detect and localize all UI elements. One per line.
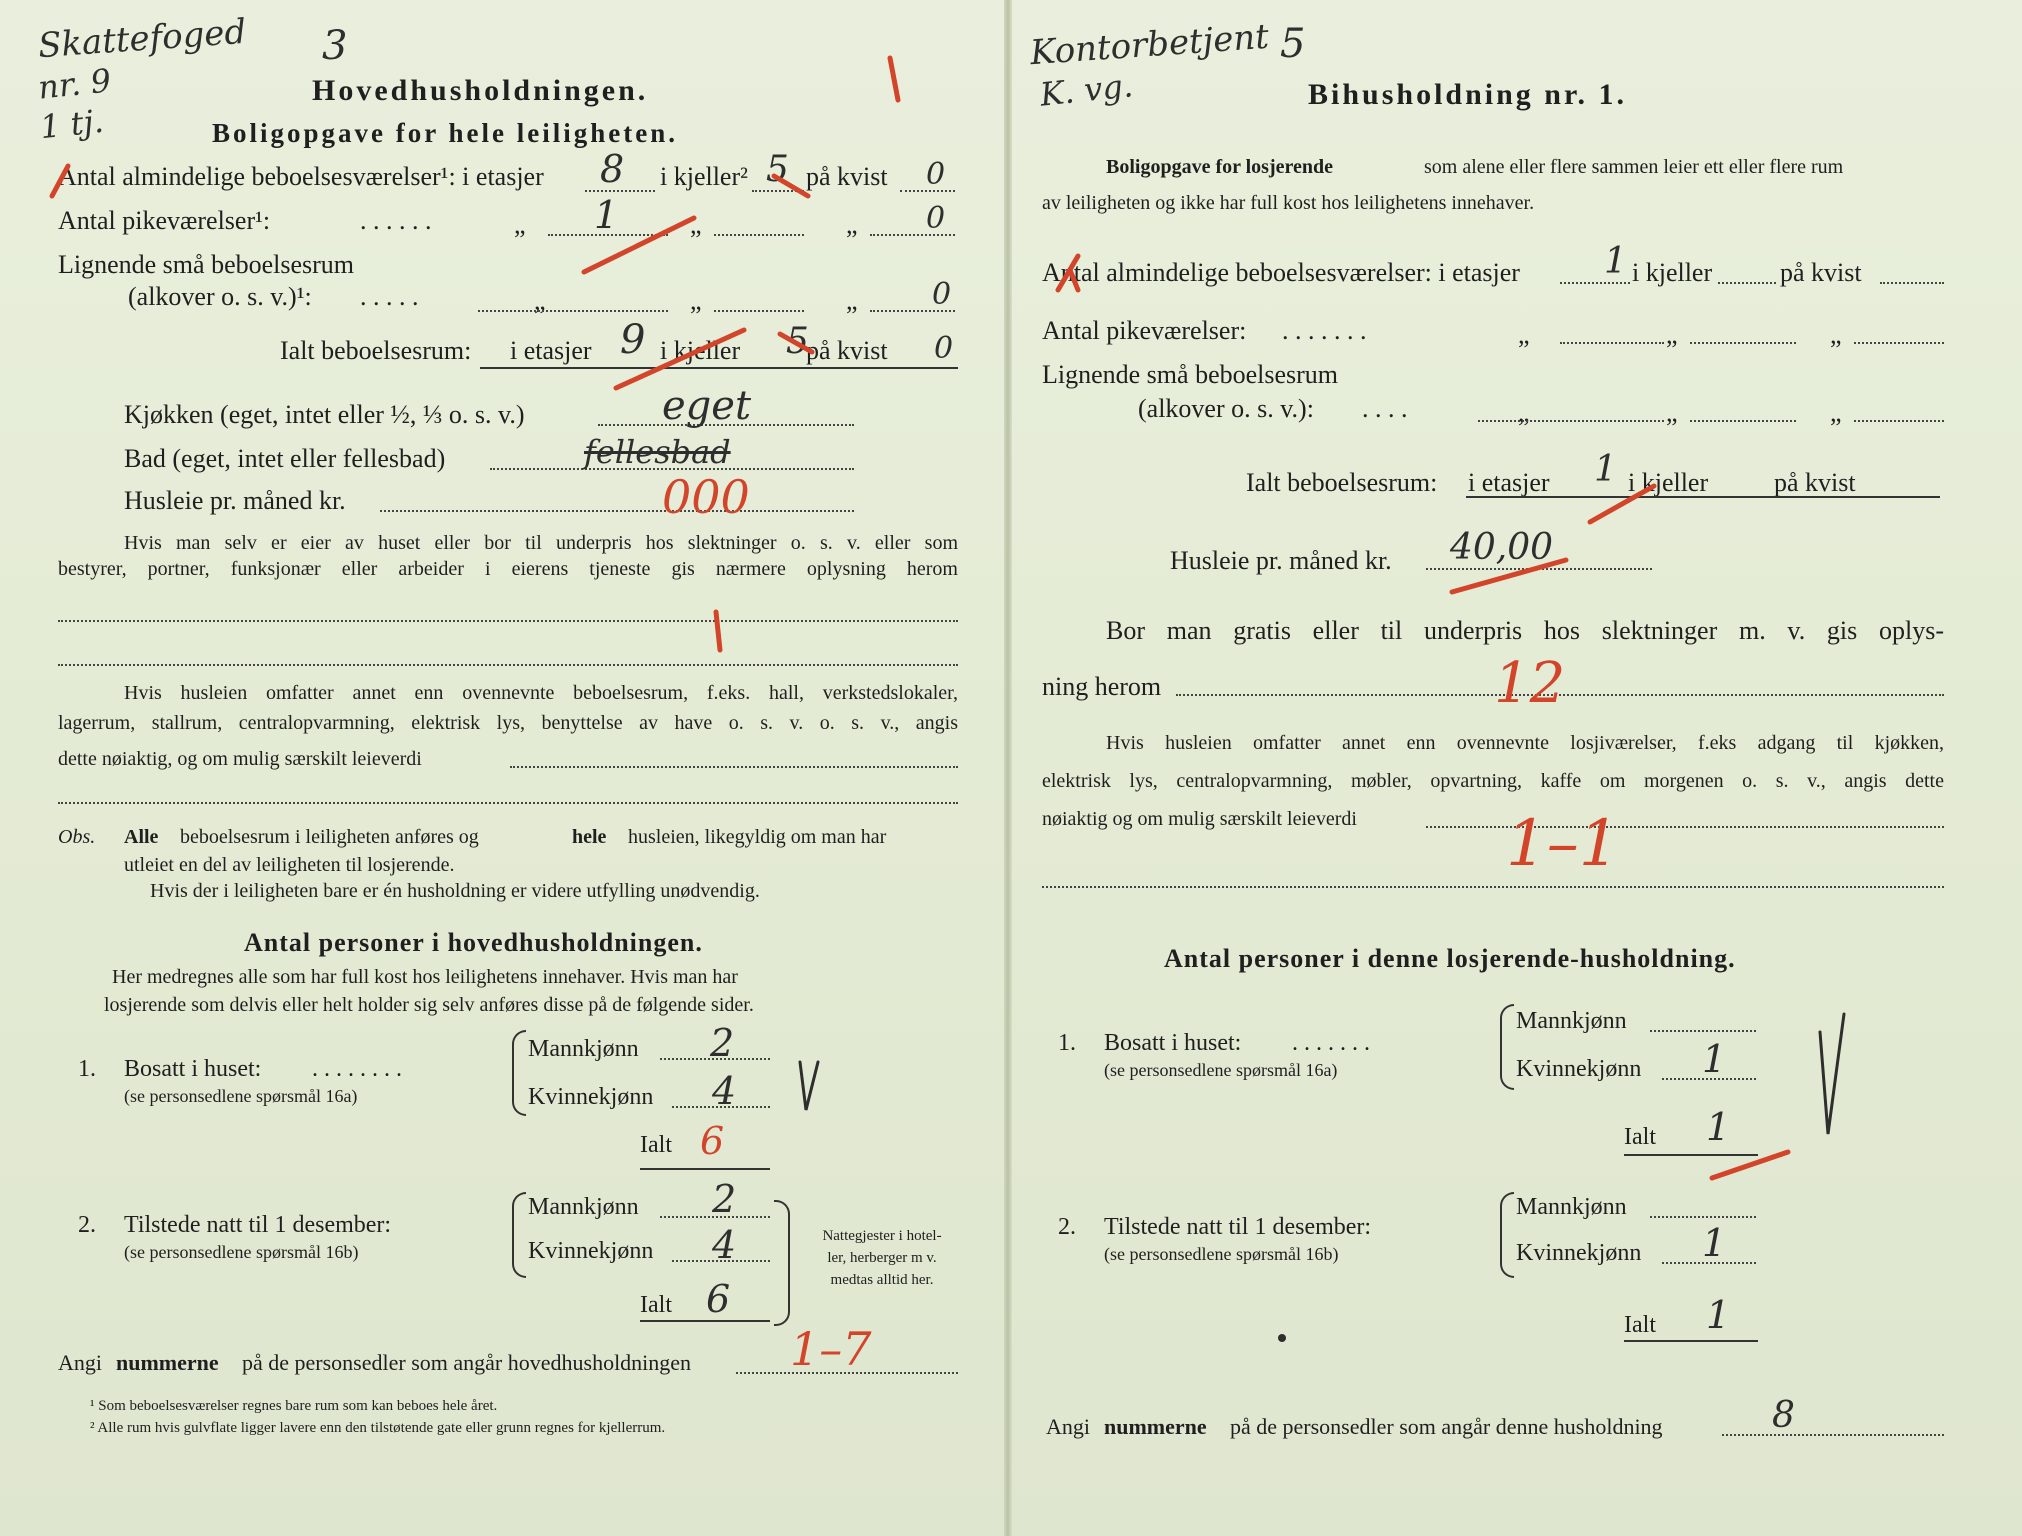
l-kjokken-label: Kjøkken (eget, intet eller ½, ⅓ o. s. v.) xyxy=(124,400,525,429)
l-row4-kvist-label: på kvist xyxy=(806,336,888,365)
l-persons-note2: losjerende som delvis eller helt holder sig selv anføres disse på de følgende sider. xyxy=(104,994,754,1016)
l-q1-num: 1. xyxy=(78,1056,96,1082)
l-obs-line2: utleiet en del av leiligheten til losjerende. xyxy=(124,854,455,876)
l-angi-pre: Angi xyxy=(58,1350,102,1375)
ink-dot xyxy=(1278,1334,1286,1342)
l-row3-dots: . . . . . xyxy=(360,282,419,311)
l-q2-side-note-2: ler, herberger m v. xyxy=(827,1250,937,1266)
r-gratis-line1: Bor man gratis eller til underpris hos slektninger m. v. gis oplys- xyxy=(1106,616,1944,645)
l-q2-kvinne-value: 4 xyxy=(712,1223,737,1267)
r-row3-label1: Lignende små beboelsesrum xyxy=(1042,360,1339,389)
r-q1-kvinne-value: 1 xyxy=(1702,1037,1727,1081)
l-row2-kvist-value: 0 xyxy=(926,201,946,236)
l-q2-num: 2. xyxy=(78,1212,96,1238)
l-obs-alle: Alle xyxy=(124,826,159,848)
l-q1-dots: . . . . . . . . xyxy=(312,1056,402,1082)
l-note2-line1: Hvis husleien omfatter annet enn ovennevnte beboelsesrum, f.eks. hall, verkstedslokaler, xyxy=(124,682,958,704)
l-row2-label: Antal pikeværelser¹: xyxy=(58,206,271,235)
l-q1-sub: (se personsedlene spørsmål 16a) xyxy=(124,1086,358,1106)
l-row4-etasjer-value: 9 xyxy=(620,317,646,363)
l-row3-ditto-3: „ xyxy=(846,286,858,315)
r-intro-rest2: av leiligheten og ikke har full kost hos leilighetens innehaver. xyxy=(1042,192,1535,214)
margin-note-kvg: K. vg. xyxy=(1038,66,1135,114)
r-row4-kjeller-label: i kjeller xyxy=(1628,468,1709,497)
l-obs-text1: beboelsesrum i leiligheten anføres og xyxy=(180,826,479,848)
l-husleie-value: 000 xyxy=(662,470,750,524)
l-row4-label: Ialt beboelsesrum: xyxy=(280,336,472,365)
l-row1-kjeller-label: i kjeller² xyxy=(660,162,748,191)
l-q2-ialt-label: Ialt xyxy=(640,1292,672,1318)
r-row3-ditto-2: „ xyxy=(1666,398,1678,427)
r-row3-dots: . . . . xyxy=(1362,394,1408,423)
r-q2-kvinne-value: 1 xyxy=(1702,1221,1727,1265)
l-q1-mann-value: 2 xyxy=(710,1021,735,1065)
l-angi-bold: nummerne xyxy=(116,1350,219,1375)
l-row2-etasjer-value: 1 xyxy=(594,193,619,237)
l-row4-kjeller-label: i kjeller xyxy=(660,336,741,365)
l-row3-label1: Lignende små beboelsesrum xyxy=(58,250,355,279)
r-row2-ditto-3: „ xyxy=(1830,320,1842,349)
l-row1-label: Antal almindelige beboelsesværelser¹: i etasjer xyxy=(58,162,544,191)
r-q2-num: 2. xyxy=(1058,1214,1076,1240)
l-row3-kvist-value: 0 xyxy=(932,277,952,312)
l-q2-side-note-3: medtas alltid her. xyxy=(830,1272,934,1288)
l-q2-mann-label: Mannkjønn xyxy=(528,1194,639,1220)
r-q2-sub: (se personsedlene spørsmål 16b) xyxy=(1104,1244,1339,1264)
left-heading: Hovedhusholdningen. xyxy=(312,74,649,107)
l-q2-sub: (se personsedlene spørsmål 16b) xyxy=(124,1242,359,1262)
r-row2-dots: . . . . . . . xyxy=(1282,316,1367,345)
l-q1-ialt-value: 6 xyxy=(700,1119,725,1163)
l-obs-label: Obs. xyxy=(58,826,96,848)
r-q1-num: 1. xyxy=(1058,1030,1076,1056)
r-row3-ditto-1: „ xyxy=(1518,398,1530,427)
r-angi-post: på de personsedler som angår denne husholdning xyxy=(1230,1414,1663,1439)
r-q2-mann-label: Mannkjønn xyxy=(1516,1194,1627,1220)
r-q1-mann-label: Mannkjønn xyxy=(1516,1008,1627,1034)
r-angi-value: 8 xyxy=(1772,1395,1795,1436)
r-row1-label: Antal almindelige beboelsesværelser: i etasjer xyxy=(1042,258,1520,287)
l-q2-label: Tilstede natt til 1 desember: xyxy=(124,1212,392,1238)
l-note1-line2: bestyrer, portner, funksjonær eller arbeider i eierens tjeneste gis nærmere oplysning herom xyxy=(58,558,958,580)
l-q2-kvinne-label: Kvinnekjønn xyxy=(528,1238,654,1264)
r-q2-ialt-value: 1 xyxy=(1706,1293,1731,1337)
l-persons-note1: Her medregnes alle som har full kost hos leilighetens innehaver. Hvis man har xyxy=(112,966,738,988)
l-row2-ditto-2: „ xyxy=(690,210,702,239)
red-tick-note1 xyxy=(716,612,720,650)
l-bad-value: fellesbad xyxy=(584,433,731,471)
l-row3-ditto-1: „ xyxy=(534,286,546,315)
l-q2-ialt-value: 6 xyxy=(706,1277,731,1321)
l-q2-mann-value: 2 xyxy=(712,1177,737,1221)
r-row1-kjeller-label: i kjeller xyxy=(1632,258,1713,287)
r-angi-pre: Angi xyxy=(1046,1414,1090,1439)
r-gratis-value: 12 xyxy=(1494,651,1566,716)
r-q2-label: Tilstede natt til 1 desember: xyxy=(1104,1214,1372,1240)
l-row4-kjeller-value: 5 xyxy=(786,321,809,362)
l-row2-ditto-3: „ xyxy=(846,210,858,239)
red-strike-husleie-right xyxy=(1452,560,1566,592)
l-q2-side-note-1: Nattegjester i hotel- xyxy=(822,1228,942,1244)
l-row3-ditto-2: „ xyxy=(690,286,702,315)
r-row3-label2: (alkover o. s. v.): xyxy=(1138,394,1314,423)
pen-check-q1-right xyxy=(1820,1014,1844,1134)
margin-note-tj: 1 tj. xyxy=(38,101,106,147)
l-q1-kvinne-label: Kvinnekjønn xyxy=(528,1084,654,1110)
l-row3-label2: (alkover o. s. v.)¹: xyxy=(128,282,312,311)
red-cross-kjeller xyxy=(774,176,812,352)
l-row1-kvist-value: 0 xyxy=(926,157,946,192)
red-tick-row1-right xyxy=(1058,256,1078,290)
r-row4-kvist-label: på kvist xyxy=(1774,468,1856,497)
l-kjokken-value: eget xyxy=(662,383,752,429)
l-angi-value: 1–7 xyxy=(790,1322,872,1376)
pen-check-q1 xyxy=(800,1062,818,1110)
r-row4-etasjer-label: i etasjer xyxy=(1468,468,1550,497)
r-note-value: 1–1 xyxy=(1506,807,1620,881)
r-gratis-line2: ning herom xyxy=(1042,672,1162,701)
r-intro-bold: Boligopgave for losjerende xyxy=(1106,156,1334,178)
l-footnote-1: ¹ Som beboelsesværelser regnes bare rum som kan beboes hele året. xyxy=(90,1398,498,1414)
red-strike-row4 xyxy=(616,330,744,388)
l-row1-kvist-label: på kvist xyxy=(806,162,888,191)
r-q1-ialt-value: 1 xyxy=(1706,1105,1731,1149)
l-persons-heading: Antal personer i hovedhusholdningen. xyxy=(244,928,703,957)
r-row4-etasjer-value: 1 xyxy=(1594,449,1617,490)
left-subheading: Boligopgave for hele leiligheten. xyxy=(212,118,678,148)
r-row3-ditto-3: „ xyxy=(1830,398,1842,427)
l-row1-etasjer-value: 8 xyxy=(600,147,625,191)
l-q1-label: Bosatt i huset: xyxy=(124,1056,262,1082)
red-strike-ialt-right xyxy=(1712,1152,1788,1178)
right-heading: Bihusholdning nr. 1. xyxy=(1308,78,1628,111)
r-row1-etasjer-value: 1 xyxy=(1604,241,1627,282)
margin-note-number-right: 5 xyxy=(1280,21,1306,67)
l-obs-hele: hele xyxy=(572,826,607,848)
r-q1-dots: . . . . . . . xyxy=(1292,1030,1370,1056)
l-q1-mann-label: Mannkjønn xyxy=(528,1036,639,1062)
margin-note-title: Skattefoged xyxy=(36,11,248,67)
l-footnote-2: ² Alle rum hvis gulvflate ligger lavere enn den tilstøtende gate eller grunn regnes for kjellerrum. xyxy=(90,1420,666,1436)
margin-note-number: 3 xyxy=(322,23,348,69)
red-strike-row2 xyxy=(584,218,694,272)
r-note-line3: nøiaktig og om mulig særskilt leieverdi xyxy=(1042,808,1357,830)
r-angi-bold: nummerne xyxy=(1104,1414,1207,1439)
r-row1-kvist-label: på kvist xyxy=(1780,258,1862,287)
l-q1-kvinne-value: 4 xyxy=(712,1069,737,1113)
l-obs-text2: husleien, likegyldig om man har xyxy=(628,826,887,848)
l-row2-ditto-1: „ xyxy=(514,210,526,239)
r-row2-ditto-1: „ xyxy=(1518,320,1530,349)
l-note2-line3: dette nøiaktig, og om mulig særskilt leieverdi xyxy=(58,748,422,770)
r-q1-label: Bosatt i huset: xyxy=(1104,1030,1242,1056)
r-intro-rest1: som alene eller flere sammen leier ett eller flere rum xyxy=(1424,156,1844,178)
l-row4-etasjer-label: i etasjer xyxy=(510,336,592,365)
r-q1-ialt-label: Ialt xyxy=(1624,1124,1656,1150)
margin-note-nr: nr. 9 xyxy=(36,61,113,107)
r-row2-ditto-2: „ xyxy=(1666,320,1678,349)
l-q1-ialt-label: Ialt xyxy=(640,1132,672,1158)
r-note-line2: elektrisk lys, centralopvarmning, møbler, opvartning, kaffe om morgenen o. s. v., angis dette xyxy=(1042,770,1944,792)
l-husleie-label: Husleie pr. måned kr. xyxy=(124,486,346,515)
r-q1-sub: (se personsedlene spørsmål 16a) xyxy=(1104,1060,1338,1080)
r-husleie-label: Husleie pr. måned kr. xyxy=(1170,546,1392,575)
l-row1-kjeller-value: 5 xyxy=(766,149,789,190)
l-note2-line2: lagerrum, stallrum, centralopvarmning, elektrisk lys, benyttelse av have o. s. v. o. s. v., angis xyxy=(58,712,958,734)
margin-note-title-right: Kontorbetjent xyxy=(1028,16,1271,74)
r-q1-kvinne-label: Kvinnekjønn xyxy=(1516,1056,1642,1082)
red-tick-row1 xyxy=(52,166,68,196)
r-q2-kvinne-label: Kvinnekjønn xyxy=(1516,1240,1642,1266)
r-q2-ialt-label: Ialt xyxy=(1624,1312,1656,1338)
l-row2-dots: . . . . . . xyxy=(360,206,432,235)
r-note-line1: Hvis husleien omfatter annet enn ovennevnte losjiværelser, f.eks adgang til kjøkken, xyxy=(1106,732,1944,754)
red-tick-top-left xyxy=(890,58,898,100)
l-bad-label: Bad (eget, intet eller fellesbad) xyxy=(124,444,446,473)
r-husleie-value: 40,00 xyxy=(1450,527,1554,568)
l-angi-post: på de personsedler som angår hovedhusholdningen xyxy=(242,1350,692,1375)
r-row2-label: Antal pikeværelser: xyxy=(1042,316,1247,345)
r-persons-heading: Antal personer i denne losjerende-husholdning. xyxy=(1164,944,1736,973)
red-strike-row4-right xyxy=(1590,486,1654,522)
r-row4-label: Ialt beboelsesrum: xyxy=(1246,468,1438,497)
l-row4-kvist-value: 0 xyxy=(934,331,954,366)
l-note1-line1: Hvis man selv er eier av huset eller bor til underpris hos slektninger o. s. v. eller som xyxy=(124,532,958,554)
l-obs-line3: Hvis der i leiligheten bare er én husholdning er videre utfylling unødvendig. xyxy=(150,880,760,902)
